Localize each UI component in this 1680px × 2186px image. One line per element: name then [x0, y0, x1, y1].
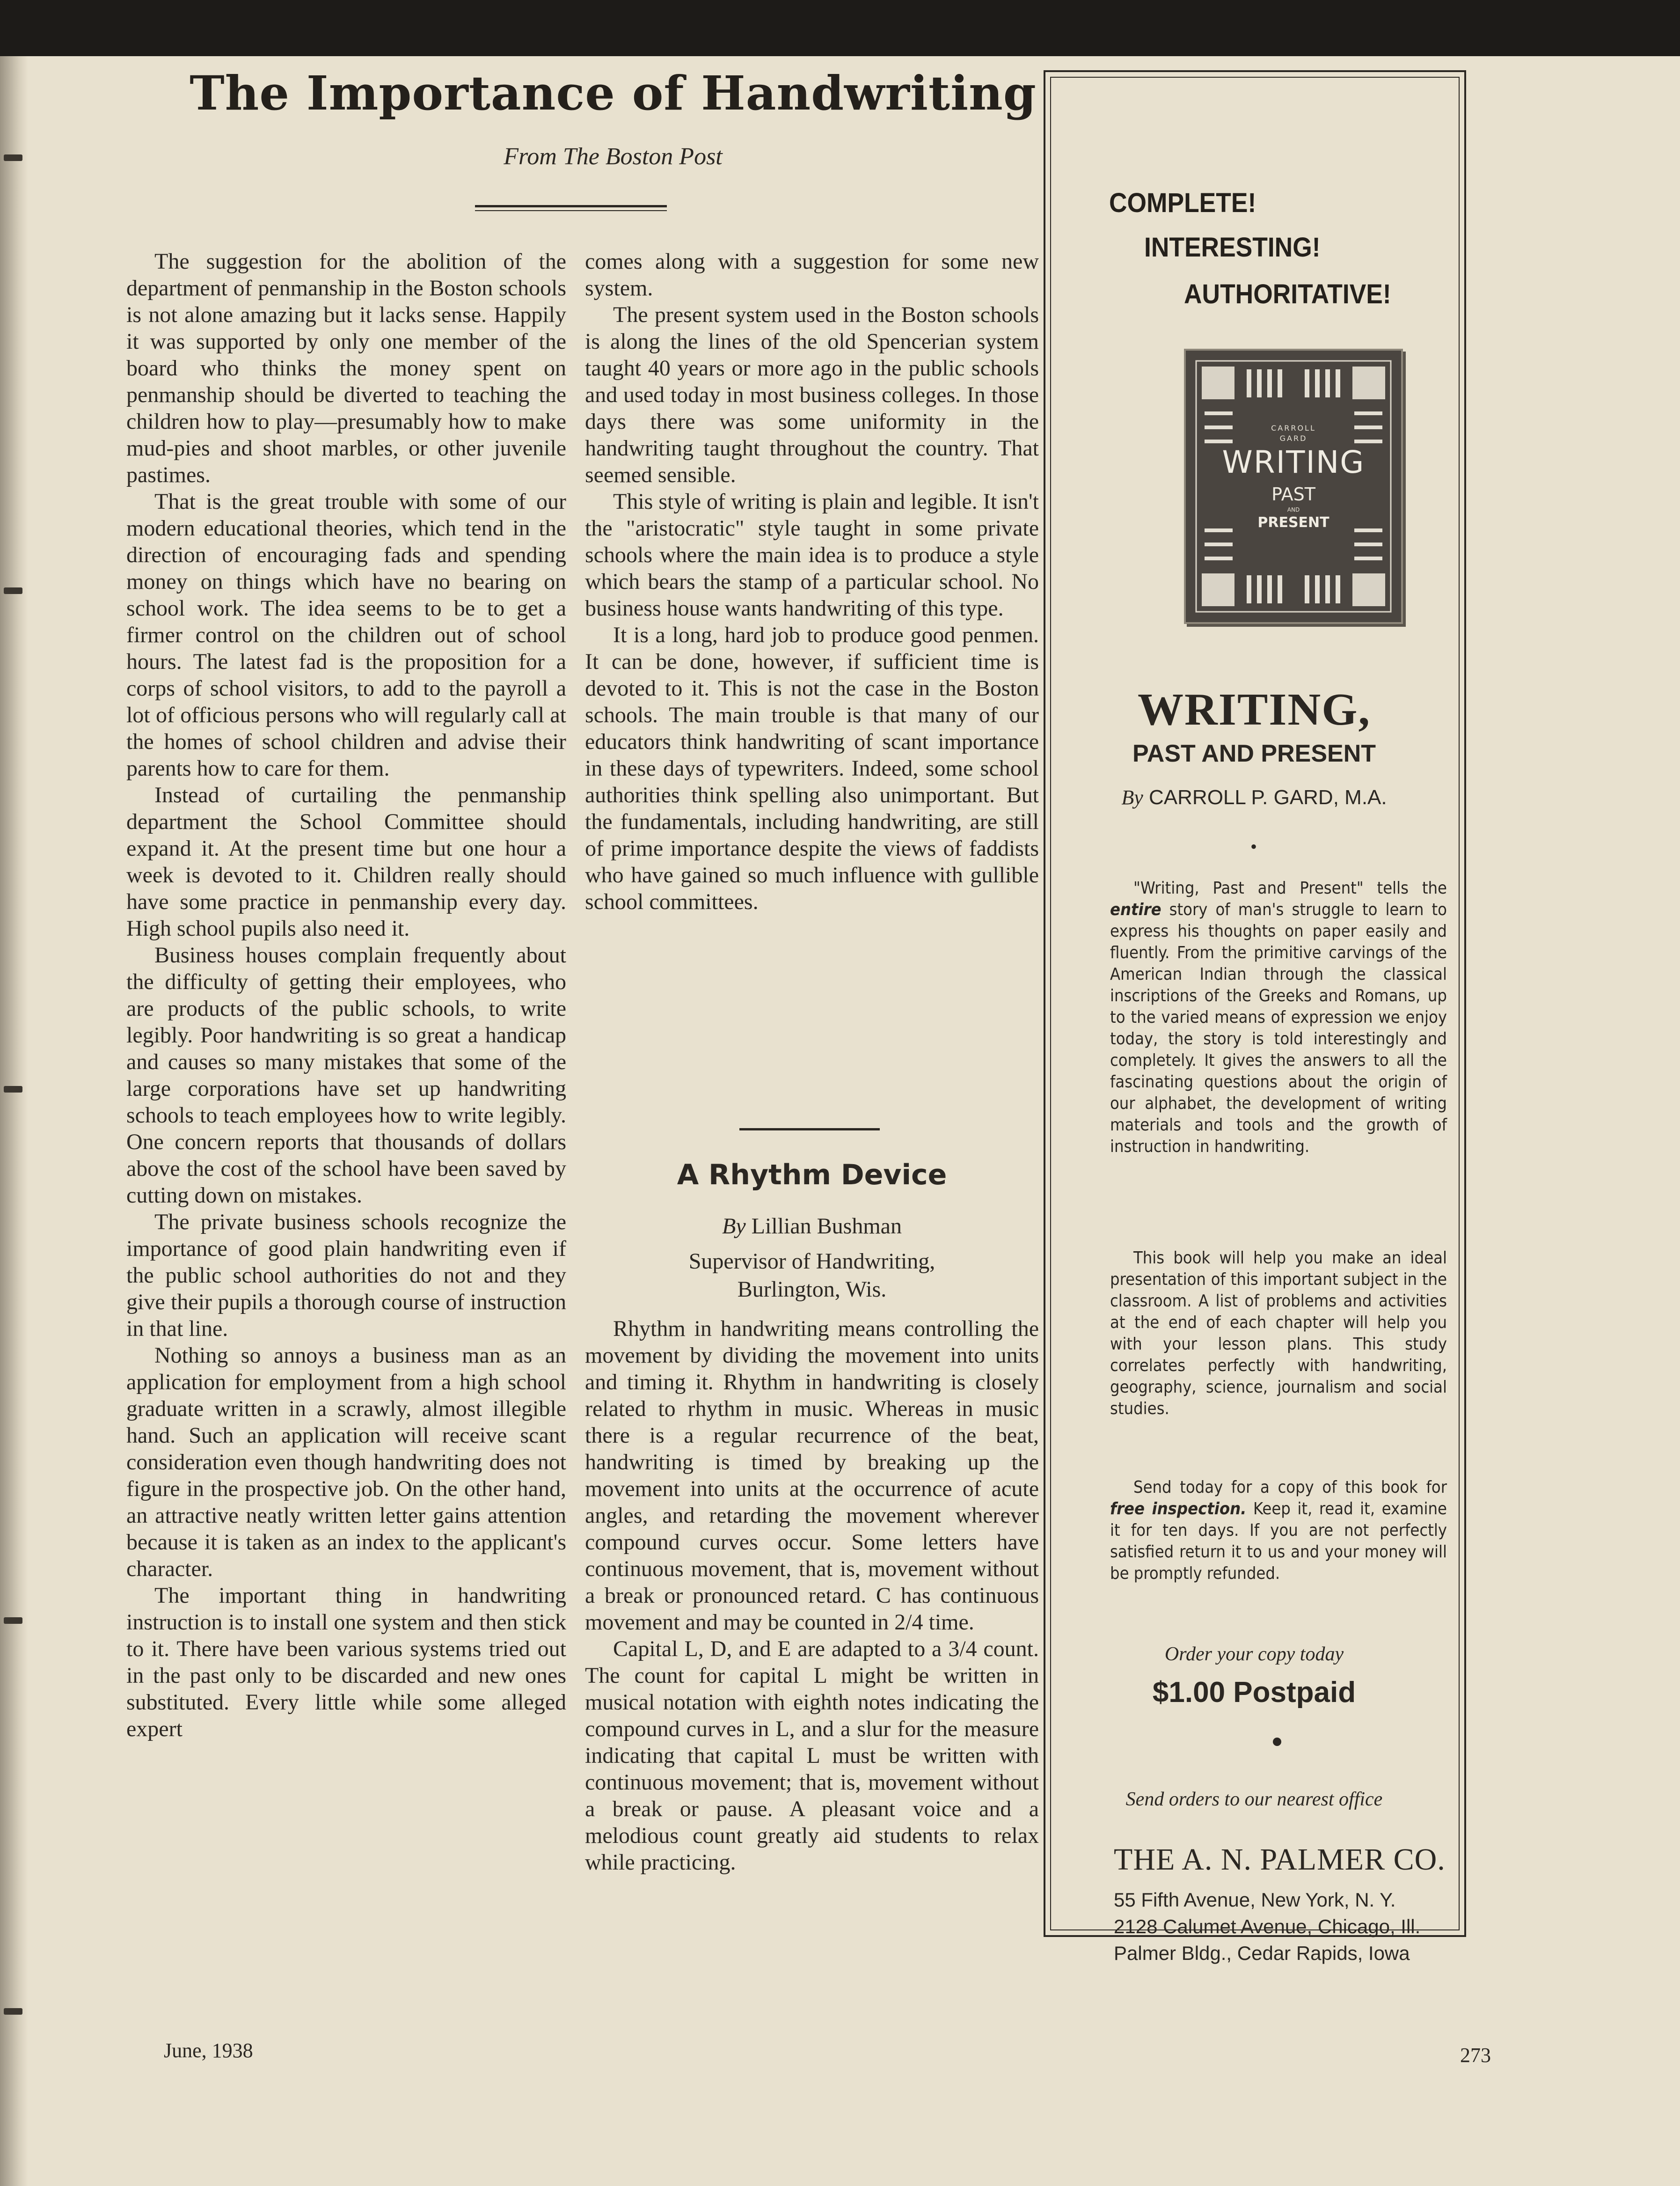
edge-mark — [4, 587, 22, 594]
ad-address-cedar-rapids: Palmer Bldg., Cedar Rapids, Iowa — [1114, 1942, 1410, 1964]
ad-description — [1110, 878, 1447, 1158]
paragraph: It is a long, hard job to produce good penmen. It can be done, however, if sufficient time is devoted to it. This is not the case in the Boston schools. The main trouble is that many of our educators think handwriting of scant importance in these days of typewriters. Indeed, some school authorities think spelling also unimportant. But the fundamentals, including handwriting, are still of prime importance despite the views of faddists who have gained so much influence with gullible school committees. — [585, 623, 1039, 914]
paragraph: comes along with a suggestion for some new system. — [585, 249, 1039, 301]
paragraph: Capital L, D, and E are adapted to a 3/4 count. The count for capital L might be written in musical notation with eighth notes indicating the compound curves in L, and a slur for the measure indicating that capital L must be written with continuous movement; that is, movement without a break or pause. A pleasant voice and a melodious count greatly aid students to relax while practicing. — [585, 1636, 1039, 1875]
ad-book-title: WRITING, — [1138, 684, 1371, 735]
section-title: A Rhythm Device — [677, 1159, 947, 1191]
ad-author-name: CARROLL P. GARD, M.A. — [1149, 786, 1387, 809]
ad-emphasis: free inspection. — [1110, 1499, 1247, 1518]
ad-address-chicago: 2128 Calumet Avenue, Chicago, Ill. — [1114, 1915, 1421, 1937]
ad-headline-authoritative: AUTHORITATIVE! — [1184, 279, 1391, 309]
cover-author-last: GARD — [1279, 434, 1307, 443]
cover-and: AND — [1287, 506, 1300, 513]
title-rule — [475, 205, 667, 211]
issue-date: June, 1938 — [164, 2039, 253, 2062]
paragraph: That is the great trouble with some of our modern educational theories, which tend in the direction of encouraging fads and spending money on things which have no bearing on school work. The idea seems to be to get a firmer control on the children out of school hours. The latest fad is the proposition for a corps of school visitors, to add to the payroll a lot of officious persons who will regularly call at the homes of school children and advise their parents how to care for them. — [126, 489, 566, 781]
ad-emphasis: entire — [1110, 900, 1161, 919]
ad-text-span: Send today for a copy of this book for — [1133, 1478, 1447, 1497]
cover-author — [1186, 423, 1401, 444]
edge-mark — [4, 1617, 22, 1624]
by-label: By — [722, 1214, 746, 1239]
article-source: From The Boston Post — [504, 143, 723, 170]
ad-text-span: story of man's struggle to learn to express his thoughts on paper easily and fluently. From the primitive carvings of the American Indian through the classical inscriptions of the Greeks and Romans, up to the varied means of expression we enjoy today, the story is told interestingly and completely. It gives the answers to all the fascinating questions about the origin of our alphabet, the development of writing materials and tools and the growth of instruction in handwriting. — [1110, 900, 1447, 1156]
ad-order-call: Order your copy today — [1164, 1643, 1344, 1665]
article-title: The Importance of Handwriting — [190, 66, 1037, 121]
ad-paragraph — [1110, 1477, 1447, 1584]
rhythm-body — [585, 1315, 1039, 1876]
book-cover-image — [1184, 349, 1403, 624]
binding-shadow — [0, 56, 28, 2186]
ad-inspection-text — [1110, 1477, 1447, 1584]
ad-text-span: Keep it, read it, examine it for ten days. If you are not perfectly satisfied return it to us and your money will be promptly refunded. — [1110, 1499, 1447, 1583]
cover-past: PAST — [1271, 484, 1315, 505]
ad-send-orders: Send orders to our nearest office — [1125, 1789, 1383, 1810]
article-column-1 — [126, 248, 566, 1742]
cover-author-first: CARROLL — [1271, 424, 1316, 433]
paragraph: The important thing in handwriting instruction is to install one system and then stick to it. There have been various systems tried out in the past only to be discarded and new ones substituted. Every little while some alleged expert — [126, 1583, 566, 1741]
article-column-2 — [585, 248, 1039, 915]
ad-paragraph — [1110, 878, 1447, 1158]
rhythm-author-role: Supervisor of Handwriting, — [688, 1249, 935, 1274]
ad-headline-interesting: INTERESTING! — [1144, 232, 1321, 263]
ad-address-new-york: 55 Fifth Avenue, New York, N. Y. — [1114, 1889, 1396, 1911]
paragraph: Instead of curtailing the penmanship department the School Committee should expand it. At the present time but one hour a week is devoted to it. Children really should have some practice in penmanship every day. High school pupils also need it. — [126, 783, 566, 941]
by-label: By — [1121, 786, 1143, 809]
ad-classroom-text — [1110, 1247, 1447, 1420]
paragraph: Rhythm in handwriting means controlling the movement by dividing the movement into units and timing it. Rhythm in handwriting is closely related to rhythm in music. Whereas in music there is a regular recurrence of the beat, handwriting is timed by breaking up the movement into units at the occurrence of acute angles, and retarding the movement wherever compound curves occur. Some letters have continuous movement, that is, movement without a break or pronounced retard. C has continuous movement and may be counted in 2/4 time. — [585, 1316, 1039, 1635]
paragraph: The private business schools recognize the importance of good plain handwriting even if the public school authorities do not and they give their pupils a thorough course of instruction in that line. — [126, 1210, 566, 1341]
rhythm-byline — [585, 1212, 1039, 1240]
cover-title: WRITING — [1222, 444, 1365, 480]
rhythm-author: Lillian Bushman — [751, 1214, 902, 1239]
ad-divider-mark: • — [1250, 836, 1257, 857]
page-number: 273 — [1460, 2044, 1491, 2067]
section-rule — [739, 1128, 880, 1130]
paragraph: This style of writing is plain and legible. It isn't the "aristocratic" style taught in some private schools where the main idea is to produce a style which bears the stamp of a particular school. No business house wants handwriting of this type. — [585, 489, 1039, 621]
paragraph: The present system used in the Boston schools is along the lines of the old Spencerian system taught 40 years or more ago in the public schools and used today in most business colleges. In those days there was some uniformity in the handwriting taught throughout the country. That seemed sensible. — [585, 302, 1039, 487]
ad-headline-complete: COMPLETE! — [1109, 188, 1256, 218]
ad-author — [1062, 785, 1446, 809]
rhythm-author-place: Burlington, Wis. — [737, 1277, 887, 1302]
paragraph: Nothing so annoys a business man as an application for employment from a high school graduate written in a scrawly, almost illegible hand. Such an application will receive scant consideration even though handwriting does not figure in the prospective job. On the other hand, an attractive neatly written letter gains attention because it is taken as an index to the applicant's character. — [126, 1343, 566, 1581]
paragraph: The suggestion for the abolition of the department of penmanship in the Boston schools is not alone amazing but it lacks sense. Happily it was supported by only one member of the board who thinks the money spent on penmanship should be diverted to teaching the children how to play—presumably how to make mud-pies and shoot marbles, or other juvenile pastimes. — [126, 249, 566, 487]
ad-text-span: "Writing, Past and Present" tells the — [1133, 879, 1447, 898]
ad-paragraph: This book will help you make an ideal presentation of this important subject in the classroom. A list of problems and activities at the end of each chapter will help you with your lesson plans. This study correlates perfectly with handwriting, geography, science, journalism and social studies. — [1110, 1248, 1447, 1418]
edge-mark — [4, 1086, 22, 1093]
edge-mark — [4, 154, 22, 161]
ad-price: $1.00 Postpaid — [1152, 1676, 1356, 1709]
cover-present: PRESENT — [1257, 514, 1329, 531]
ad-bullet — [1273, 1738, 1281, 1746]
ad-company-name: THE A. N. PALMER CO. — [1114, 1842, 1446, 1877]
paragraph: Business houses complain frequently about the difficulty of getting their employees, who are products of the public schools, to write legibly. Poor handwriting is so great a handicap and causes so many mistakes that some of the large corporations have set up handwriting schools to teach employees how to write legibly. One concern reports that thousands of dollars above the cost of the school have been saved by cutting down on mistakes. — [126, 943, 566, 1208]
ad-book-subtitle: PAST AND PRESENT — [1132, 740, 1376, 767]
edge-mark — [4, 2008, 22, 2015]
